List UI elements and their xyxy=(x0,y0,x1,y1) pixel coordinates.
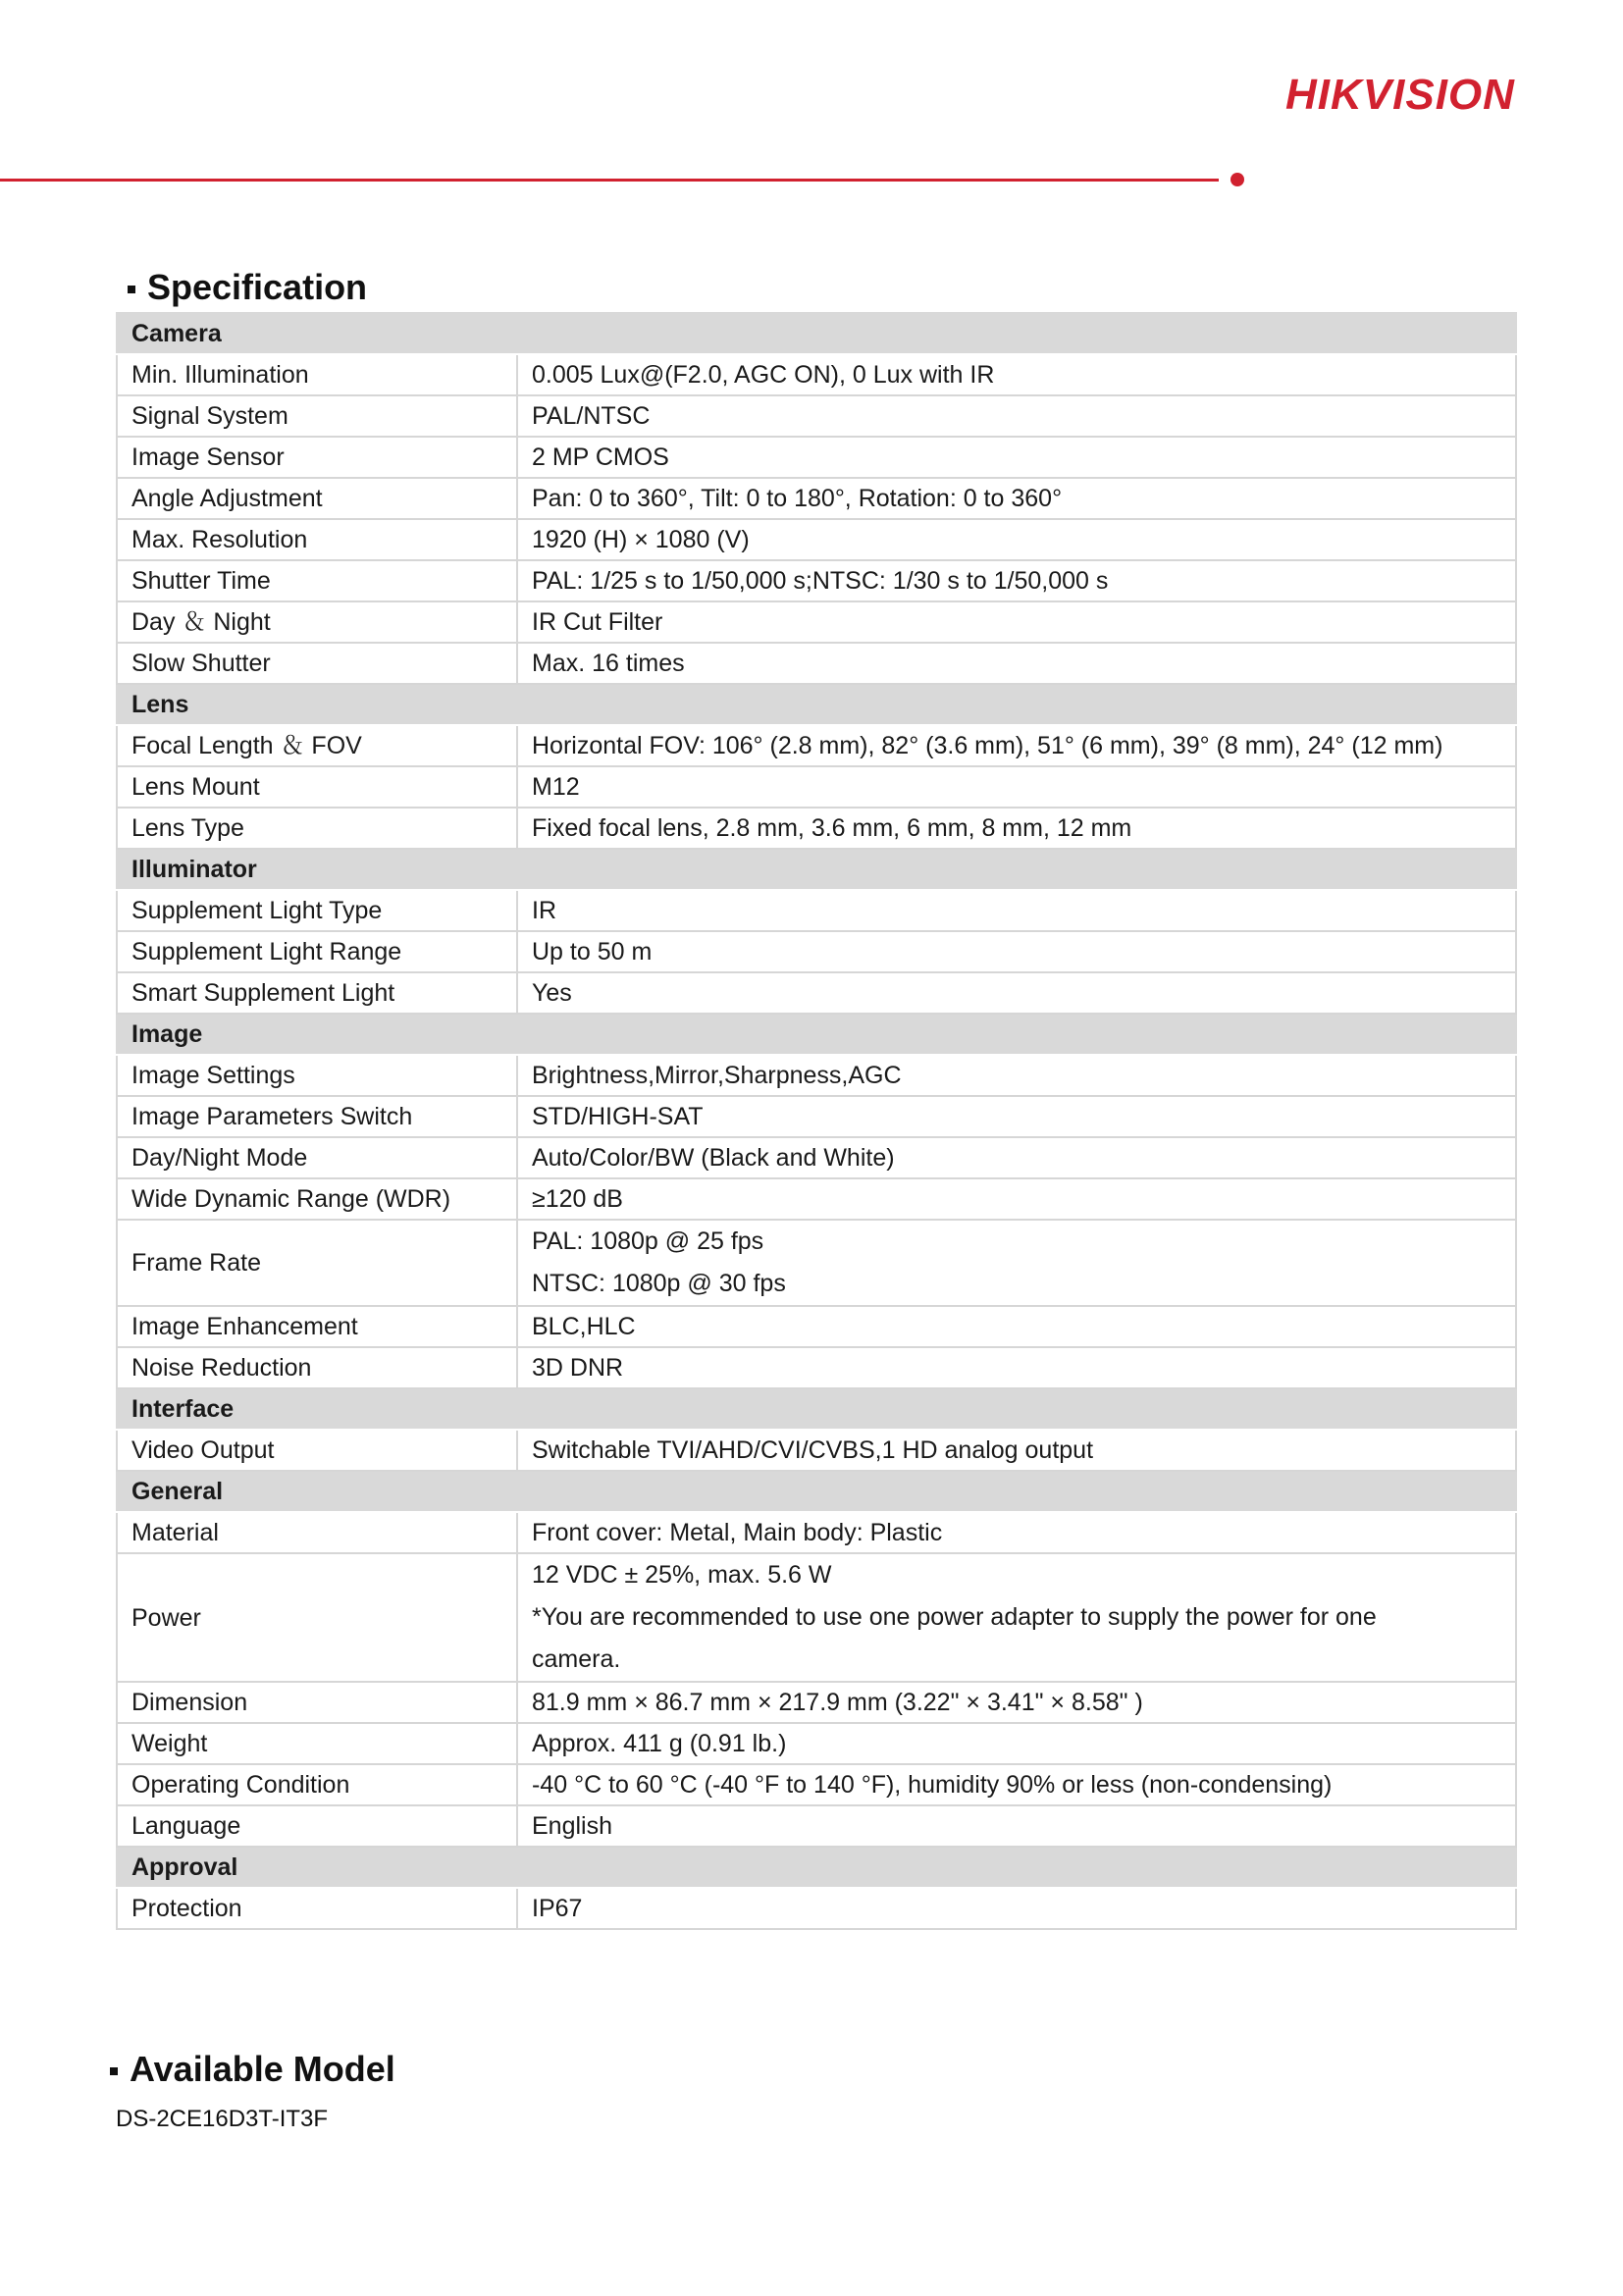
spec-label: Lens Mount xyxy=(117,766,517,808)
table-row xyxy=(117,519,1516,560)
spec-label: Lens Type xyxy=(117,808,517,849)
available-model-heading xyxy=(110,2049,395,2090)
table-row xyxy=(117,931,1516,972)
spec-label: Slow Shutter xyxy=(117,643,517,684)
table-group-header xyxy=(117,1014,1516,1055)
hikvision-logo xyxy=(1285,71,1515,120)
spec-value-line: 12 VDC ± 25%, max. 5.6 W xyxy=(532,1561,832,1589)
model-number: DS-2CE16D3T-IT3F xyxy=(116,2106,329,2132)
spec-label: Smart Supplement Light xyxy=(117,972,517,1014)
spec-value-line: camera. xyxy=(532,1645,621,1673)
spec-label: Focal Length ＆ FOV xyxy=(117,725,517,766)
spec-value: 1920 (H) × 1080 (V) xyxy=(517,519,1516,560)
table-row xyxy=(117,1220,1516,1306)
spec-value: M12 xyxy=(517,766,1516,808)
spec-value: English xyxy=(517,1805,1516,1847)
table-group-header xyxy=(117,1847,1516,1888)
table-row xyxy=(117,1178,1516,1220)
spec-value: BLC,HLC xyxy=(517,1306,1516,1347)
spec-value-line: PAL: 1080p @ 25 fps xyxy=(532,1227,764,1255)
table-row xyxy=(117,560,1516,601)
spec-value: Brightness,Mirror,Sharpness,AGC xyxy=(517,1055,1516,1096)
spec-label: Weight xyxy=(117,1723,517,1764)
bullet-icon xyxy=(110,2067,118,2075)
spec-value: Yes xyxy=(517,972,1516,1014)
table-row xyxy=(117,1306,1516,1347)
spec-label: Shutter Time xyxy=(117,560,517,601)
group-filler xyxy=(517,1471,1516,1512)
spec-label: Video Output xyxy=(117,1430,517,1471)
spec-value: PAL/NTSC xyxy=(517,395,1516,437)
group-filler xyxy=(517,1014,1516,1055)
spec-value: Fixed focal lens, 2.8 mm, 3.6 mm, 6 mm, 8 mm, 12 mm xyxy=(517,808,1516,849)
spec-value: Up to 50 m xyxy=(517,931,1516,972)
table-row xyxy=(117,1137,1516,1178)
spec-value-line: NTSC: 1080p @ 30 fps xyxy=(532,1270,786,1297)
table-group-header xyxy=(117,313,1516,354)
table-group-header xyxy=(117,1471,1516,1512)
table-row xyxy=(117,1805,1516,1847)
spec-label: Image Settings xyxy=(117,1055,517,1096)
specification-table xyxy=(116,312,1517,1930)
group-filler xyxy=(517,684,1516,725)
table-row xyxy=(117,808,1516,849)
spec-value: 2 MP CMOS xyxy=(517,437,1516,478)
spec-value: IP67 xyxy=(517,1888,1516,1929)
spec-value: IR Cut Filter xyxy=(517,601,1516,643)
spec-label: Supplement Light Range xyxy=(117,931,517,972)
table-row xyxy=(117,354,1516,395)
spec-label: Wide Dynamic Range (WDR) xyxy=(117,1178,517,1220)
spec-value: ≥120 dB xyxy=(517,1178,1516,1220)
group-title: Interface xyxy=(117,1388,517,1430)
table-row xyxy=(117,643,1516,684)
bullet-icon xyxy=(128,286,135,293)
spec-label: Power xyxy=(117,1553,517,1682)
spec-value: IR xyxy=(517,890,1516,931)
spec-value: Front cover: Metal, Main body: Plastic xyxy=(517,1512,1516,1553)
table-row xyxy=(117,1682,1516,1723)
group-filler xyxy=(517,1847,1516,1888)
spec-value: PAL: 1/25 s to 1/50,000 s;NTSC: 1/30 s to 1/50,000 s xyxy=(517,560,1516,601)
table-row xyxy=(117,395,1516,437)
specification-heading xyxy=(128,267,367,308)
spec-value: 0.005 Lux@(F2.0, AGC ON), 0 Lux with IR xyxy=(517,354,1516,395)
table-row xyxy=(117,766,1516,808)
table-row xyxy=(117,478,1516,519)
spec-value: 81.9 mm × 86.7 mm × 217.9 mm (3.22" × 3.41" × 8.58" ) xyxy=(517,1682,1516,1723)
spec-label: Signal System xyxy=(117,395,517,437)
spec-value: STD/HIGH-SAT xyxy=(517,1096,1516,1137)
group-title: Illuminator xyxy=(117,849,517,890)
table-row xyxy=(117,1096,1516,1137)
table-row xyxy=(117,1430,1516,1471)
group-title: Approval xyxy=(117,1847,517,1888)
table-row xyxy=(117,601,1516,643)
spec-label: Max. Resolution xyxy=(117,519,517,560)
table-row xyxy=(117,972,1516,1014)
spec-label: Material xyxy=(117,1512,517,1553)
spec-label: Dimension xyxy=(117,1682,517,1723)
table-row xyxy=(117,1553,1516,1682)
available-model-title-text: Available Model xyxy=(130,2049,395,2089)
group-title: Camera xyxy=(117,313,517,354)
table-row xyxy=(117,1764,1516,1805)
spec-value: Switchable TVI/AHD/CVI/CVBS,1 HD analog output xyxy=(517,1430,1516,1471)
spec-value: Auto/Color/BW (Black and White) xyxy=(517,1137,1516,1178)
spec-label: Supplement Light Type xyxy=(117,890,517,931)
spec-label: Language xyxy=(117,1805,517,1847)
specification-title-text: Specification xyxy=(147,267,368,307)
spec-label: Image Sensor xyxy=(117,437,517,478)
spec-value: Approx. 411 g (0.91 lb.) xyxy=(517,1723,1516,1764)
table-group-header xyxy=(117,684,1516,725)
spec-value: Max. 16 times xyxy=(517,643,1516,684)
brand-text: HIKVISION xyxy=(1285,71,1515,119)
spec-label: Day ＆ Night xyxy=(117,601,517,643)
spec-value: Horizontal FOV: 106° (2.8 mm), 82° (3.6 mm), 51° (6 mm), 39° (8 mm), 24° (12 mm) xyxy=(517,725,1516,766)
table-row xyxy=(117,1512,1516,1553)
spec-label: Noise Reduction xyxy=(117,1347,517,1388)
table-row xyxy=(117,1055,1516,1096)
group-title: Image xyxy=(117,1014,517,1055)
table-row xyxy=(117,1347,1516,1388)
spec-value-line: *You are recommended to use one power adapter to supply the power for one xyxy=(532,1603,1377,1631)
spec-label: Angle Adjustment xyxy=(117,478,517,519)
spec-label: Protection xyxy=(117,1888,517,1929)
spec-label: Image Enhancement xyxy=(117,1306,517,1347)
spec-value: 3D DNR xyxy=(517,1347,1516,1388)
table-group-header xyxy=(117,849,1516,890)
group-title: Lens xyxy=(117,684,517,725)
group-filler xyxy=(517,1388,1516,1430)
spec-label: Frame Rate xyxy=(117,1220,517,1306)
table-row xyxy=(117,1888,1516,1929)
spec-value xyxy=(517,1220,1516,1306)
table-row xyxy=(117,725,1516,766)
spec-label: Operating Condition xyxy=(117,1764,517,1805)
spec-label: Day/Night Mode xyxy=(117,1137,517,1178)
spec-value xyxy=(517,1553,1516,1682)
group-filler xyxy=(517,313,1516,354)
header-divider xyxy=(0,179,1219,182)
table-row xyxy=(117,890,1516,931)
table-row xyxy=(117,437,1516,478)
group-title: General xyxy=(117,1471,517,1512)
spec-label: Image Parameters Switch xyxy=(117,1096,517,1137)
group-filler xyxy=(517,849,1516,890)
spec-value: Pan: 0 to 360°, Tilt: 0 to 180°, Rotation: 0 to 360° xyxy=(517,478,1516,519)
table-group-header xyxy=(117,1388,1516,1430)
spec-value: -40 °C to 60 °C (-40 °F to 140 °F), humidity 90% or less (non-condensing) xyxy=(517,1764,1516,1805)
table-row xyxy=(117,1723,1516,1764)
spec-label: Min. Illumination xyxy=(117,354,517,395)
header-divider-dot xyxy=(1230,173,1244,186)
